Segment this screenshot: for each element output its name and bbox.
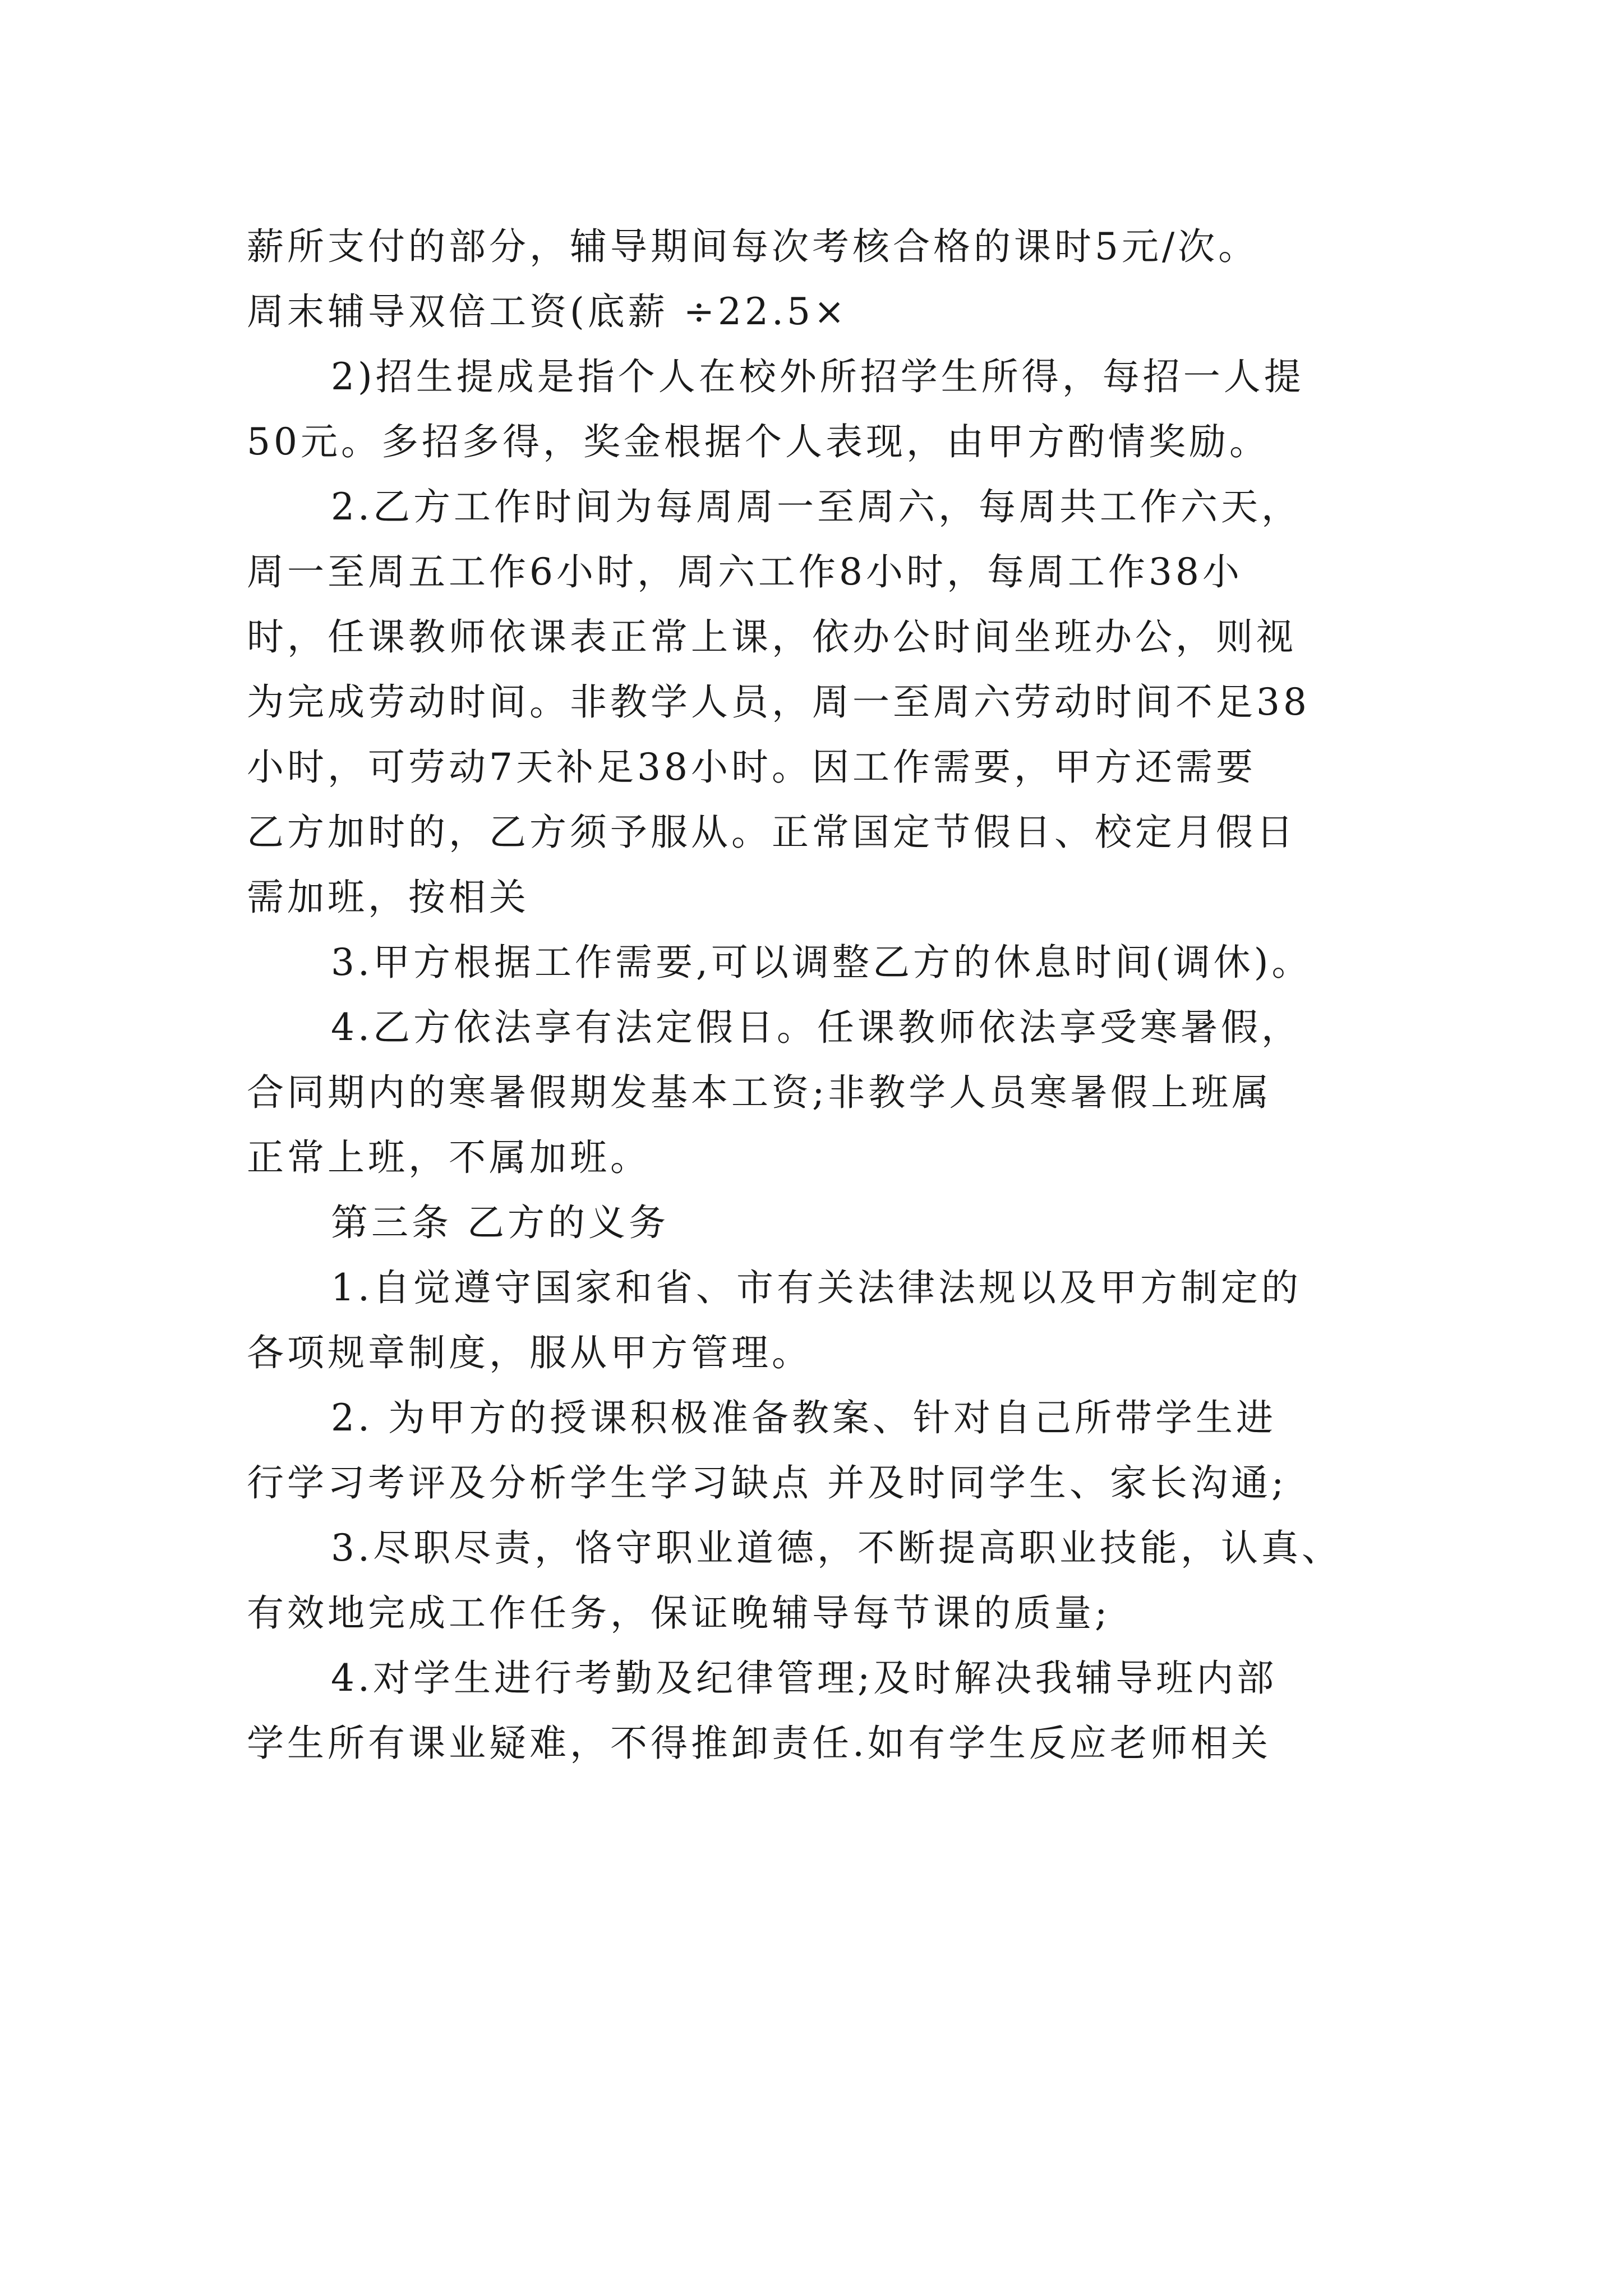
text-line: 4.对学生进行考勤及纪律管理;及时解决我辅导班内部	[331, 1657, 1278, 1700]
document-body	[247, 214, 1391, 1776]
text-line: 50元。多招多得，奖金根据个人表现，由甲方酌情奖励。	[247, 420, 1270, 463]
text-line: 2.乙方工作时间为每周周一至周六，每周共工作六天，	[331, 485, 1302, 528]
text-line: 正常上班，不属加班。	[247, 1136, 651, 1179]
text-line: 时，任课教师依课表正常上课，依办公时间坐班办公，则视	[247, 615, 1297, 659]
text-line: 行学习考评及分析学生学习缺点 并及时同学生、家长沟通;	[247, 1461, 1288, 1504]
text-line: 第三条 乙方的义务	[331, 1201, 669, 1244]
text-line: 1.自觉遵守国家和省、市有关法律法规以及甲方制定的	[331, 1266, 1302, 1309]
text-line: 有效地完成工作任务，保证晚辅导每节课的质量;	[247, 1591, 1111, 1635]
text-line: 为完成劳动时间。非教学人员，周一至周六劳动时间不足38	[247, 680, 1310, 724]
text-line: 周一至周五工作6小时，周六工作8小时，每周工作38小	[247, 550, 1243, 593]
text-line: 各项规章制度，服从甲方管理。	[247, 1331, 812, 1374]
text-line: 乙方加时的，乙方须予服从。正常国定节假日、校定月假日	[247, 811, 1297, 854]
text-line: 合同期内的寒暑假期发基本工资;非教学人员寒暑假上班属	[247, 1071, 1272, 1114]
text-line: 2)招生提成是指个人在校外所招学生所得，每招一人提	[331, 355, 1304, 398]
text-line: 3.甲方根据工作需要,可以调整乙方的休息时间(调休)。	[331, 941, 1312, 984]
text-line: 学生所有课业疑难，不得推卸责任.如有学生反应老师相关	[247, 1722, 1271, 1765]
text-line: 小时，可劳动7天补足38小时。因工作需要，甲方还需要	[247, 746, 1256, 789]
text-line: 2. 为甲方的授课积极准备教案、针对自己所带学生进	[331, 1396, 1276, 1439]
text-line: 需加班，按相关	[247, 876, 529, 919]
text-line: 4.乙方依法享有法定假日。任课教师依法享受寒暑假，	[331, 1006, 1302, 1049]
text-line: 3.尽职尽责，恪守职业道德，不断提高职业技能，认真、	[331, 1526, 1342, 1570]
text-line: 薪所支付的部分，辅导期间每次考核合格的课时5元/次。	[247, 225, 1259, 268]
text-line: 周末辅导双倍工资(底薪 ÷22.5×	[247, 290, 849, 333]
